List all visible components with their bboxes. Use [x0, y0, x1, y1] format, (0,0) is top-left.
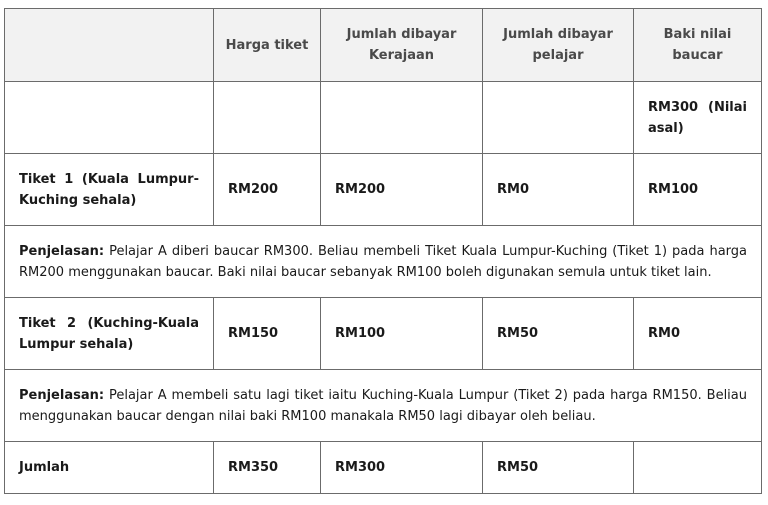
- government-paid: RM100: [321, 298, 483, 370]
- total-student-paid: RM50: [483, 442, 634, 494]
- table-cell: [214, 82, 321, 154]
- student-paid: RM50: [483, 298, 634, 370]
- header-voucher-balance: Baki nilai baucar: [634, 9, 762, 82]
- explanation-row-ticket-1: [5, 226, 762, 298]
- header-student-paid: Jumlah dibayar pelajar: [483, 9, 634, 82]
- table-cell: [321, 82, 483, 154]
- explanation-row-ticket-2: [5, 370, 762, 442]
- voucher-balance: RM0: [634, 298, 762, 370]
- header-government-paid: Jumlah dibayar Kerajaan: [321, 9, 483, 82]
- total-government-paid: RM300: [321, 442, 483, 494]
- total-voucher-balance: [634, 442, 762, 494]
- table-cell: [5, 82, 214, 154]
- initial-balance-row: [5, 82, 762, 154]
- table-row-ticket-1: [5, 154, 762, 226]
- voucher-balance: RM100: [634, 154, 762, 226]
- explanation-label: Penjelasan:: [19, 243, 105, 259]
- ticket-label: Tiket 2 (Kuching-Kuala Lumpur sehala): [5, 298, 214, 370]
- student-paid: RM0: [483, 154, 634, 226]
- total-ticket-price: RM350: [214, 442, 321, 494]
- explanation-text: Pelajar A diberi baucar RM300. Beliau membeli Tiket Kuala Lumpur-Kuching (Tiket 1) pada harga RM200 menggunakan baucar. Baki nilai baucar sebanyak RM100 boleh digunakan semula untuk tiket lain.: [19, 243, 747, 280]
- table-cell: [483, 82, 634, 154]
- ticket-label: Tiket 1 (Kuala Lumpur-Kuching sehala): [5, 154, 214, 226]
- total-row: [5, 442, 762, 494]
- explanation-label: Penjelasan:: [19, 387, 105, 403]
- explanation-cell: [5, 370, 762, 442]
- header-ticket-price: Harga tiket: [214, 9, 321, 82]
- total-label: Jumlah: [5, 442, 214, 494]
- explanation-text: Pelajar A membeli satu lagi tiket iaitu Kuching-Kuala Lumpur (Tiket 2) pada harga RM150. Beliau menggunakan baucar dengan nilai baki RM100 manakala RM50 lagi dibayar oleh beliau.: [19, 387, 747, 424]
- ticket-price: RM200: [214, 154, 321, 226]
- initial-voucher-value: RM300 (Nilai asal): [634, 82, 762, 154]
- voucher-table: [4, 8, 762, 494]
- government-paid: RM200: [321, 154, 483, 226]
- table-row-ticket-2: [5, 298, 762, 370]
- header-cell-empty: [5, 9, 214, 82]
- explanation-cell: [5, 226, 762, 298]
- header-row: [5, 9, 762, 82]
- ticket-price: RM150: [214, 298, 321, 370]
